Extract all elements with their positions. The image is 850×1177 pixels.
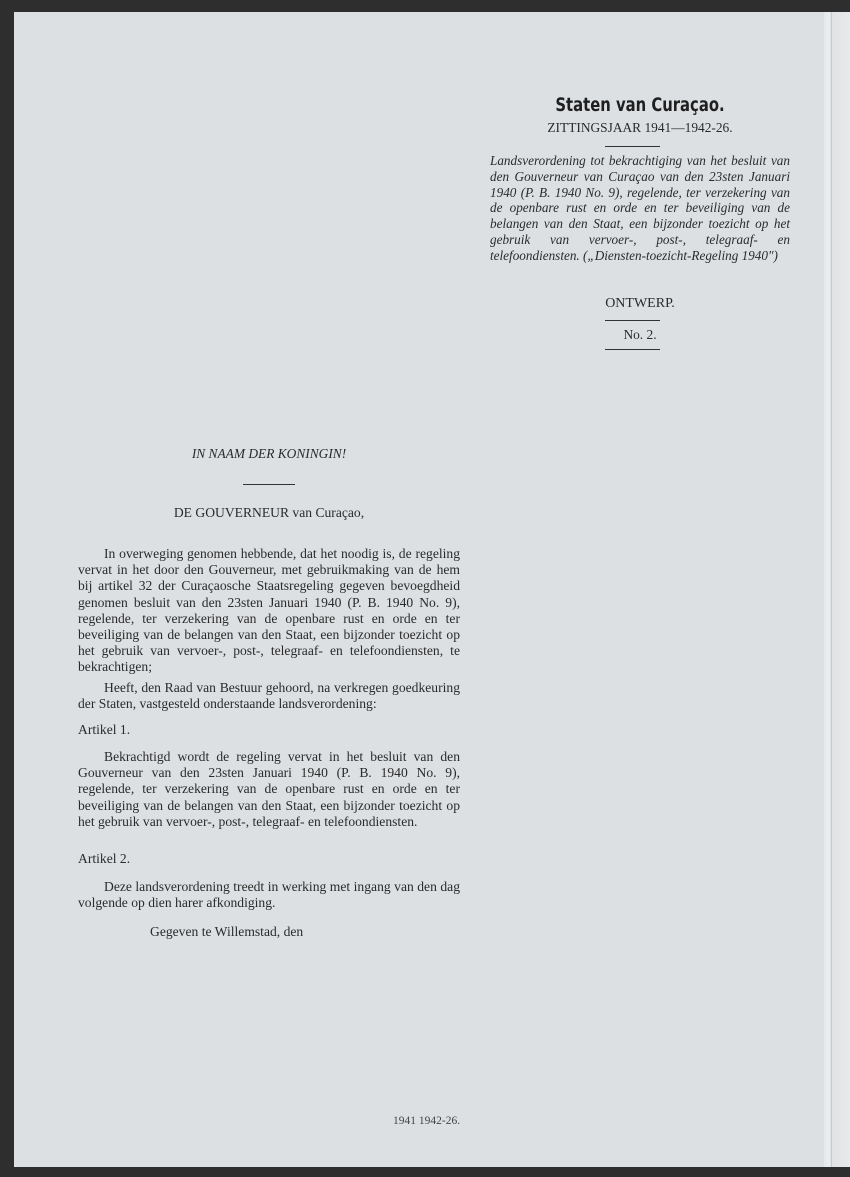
draft-label: ONTWERP. [605,296,675,311]
enactment-text: Heeft, den Raad van Bestuur gehoord, na verkregen goedkeuring der Staten, vastgesteld onderstaande landsverordening: [78,680,460,712]
given-paragraph [78,924,460,940]
session-year: ZITTINGSJAAR 1941—1942-26. [547,120,733,135]
divider [605,320,660,321]
scan-border-top [0,0,850,12]
divider [605,349,660,350]
page-edge [824,12,850,1167]
divider [605,146,660,147]
given-text: Gegeven te Willemstad, den [150,924,304,939]
invocation: IN NAAM DER KONINGIN! [191,446,347,461]
scan-border-left [0,0,14,1177]
considering-paragraph [78,546,460,676]
considering-text: In overweging genomen hebbende, dat het noodig is, de regeling vervat in het door den Gouverneur, met gebruikmaking van de hem bij artikel 32 der Curaçaosche Staatsregeling gegeven bevoegdheid genomen besluit van den 23sten Januari 1940 (P. B. 1940 No. 9), regelende, ter verzekering van de openbare rust en orde en ter beveiliging van de belangen van den Staat, een bijzonder toezicht op het gebruik van vervoer-, post-, telegraaf- en telefoondiensten, te bekrachtigen; [78,546,460,675]
header-title-wrap [490,94,790,116]
article-1-heading: Artikel 1. [78,722,131,737]
article-2-paragraph [78,879,460,911]
divider [243,484,295,485]
document-title: Staten van Curaçao. [555,94,725,116]
bill-number: No. 2. [623,327,657,342]
governor-heading: DE GOUVERNEUR van Curaçao, [173,505,365,520]
article-2-heading: Artikel 2. [78,851,131,866]
article-1-paragraph [78,749,460,830]
enactment-paragraph [78,680,460,712]
footer-code: 1941 1942-26. [393,1115,461,1127]
bill-description: Landsverordening tot bekrachtiging van het besluit van den Gouverneur van Curaçao van den 23sten Januari 1940 (P. B. 1940 No. 9), regelende, ter verzekering van de openbare rust en orde en ter beveiliging van de belangen van den Staat, een bijzonder toezicht op het gebruik van vervoer-, post-, telegraaf- en telefoondiensten. („Diensten-toezicht-Regeling 1940") [490,153,790,263]
article-1-text: Bekrachtigd wordt de regeling vervat in het besluit van den Gouverneur van den 23sten Januari 1940 (P. B. 1940 No. 9), regelende, ter verzekering van de openbare rust en orde en ter beveiliging van de belangen van den Staat, een bijzonder toezicht op het gebruik van vervoer-, post-, telegraaf- en telefoondiensten. [78,749,460,829]
scan-border-bottom [0,1167,850,1177]
article-2-text: Deze landsverordening treedt in werking met ingang van den dag volgende op dien harer afkondiging. [78,879,460,911]
